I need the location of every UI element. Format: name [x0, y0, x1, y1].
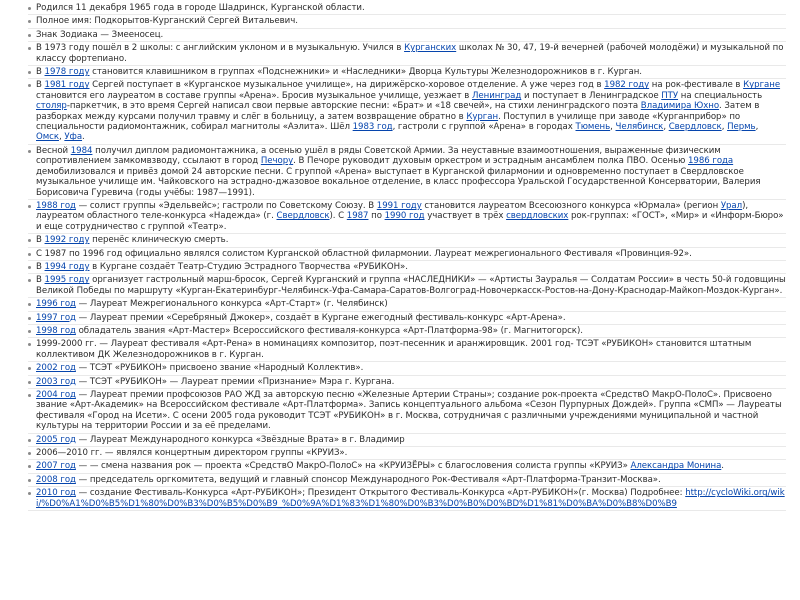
inline-link[interactable]: Омск: [36, 132, 59, 143]
inline-link[interactable]: 1982 году: [604, 80, 650, 91]
list-item: [28, 15, 786, 28]
inline-link[interactable]: 1991 году: [376, 200, 422, 211]
list-item: [28, 79, 786, 144]
inline-link[interactable]: 2002 год: [36, 363, 76, 374]
item-text: рок-группах: «ГОСТ», «Мир» и «Информ-Бюро» и еще сотрудничество с группой «Театр».: [36, 211, 784, 232]
inline-link[interactable]: 1986 года: [688, 156, 734, 167]
inline-link[interactable]: 2005 год: [36, 434, 76, 445]
item-text: становится его лауреатом в составе группы «Арена». Бросив музыкальное училище, уезжает в: [36, 90, 472, 101]
item-text: ). С: [329, 211, 347, 222]
item-text: ,: [755, 122, 759, 133]
list-item: [28, 487, 786, 511]
item-text: . Затем в разборках между курсами получил травму и слёг в больницу, а затем возвращение обратно в: [36, 101, 760, 122]
item-text: , гастроли с группой «Арена» в городах: [392, 122, 576, 133]
list-item: [28, 298, 786, 311]
item-text: участвует в трёх: [424, 211, 507, 222]
item-text: на рок-фестивале в: [649, 80, 744, 91]
item-text: В: [36, 80, 45, 91]
item-text: 1999-2000 гг. — Лауреат фестиваля «Арт-Рена» в номинациях композитор, поэт-песенник и аранжировщик. 2001 год- ТСЭТ «РУБИКОН» становится штатным коллективом ДК Железнодорожников в г. Курган.: [36, 339, 752, 360]
list-item: [28, 312, 786, 325]
item-text: ,: [721, 122, 728, 133]
list-item: [28, 261, 786, 274]
item-text: Весной: [36, 145, 71, 156]
item-text: — Лауреат премии «Серебряный Джокер», создаёт в Кургане ежегодный фестиваль-конкурс «Арт-Арена».: [75, 312, 566, 323]
item-text: — создание Фестиваль-Конкурса «Арт-РУБИКОН»; Президент Открытого Фестиваль-Конкурса «Арт-РУБИКОН»(г. Москва) Подробнее:: [75, 488, 686, 499]
item-text: В 1973 году пошёл в 2 школы: с английским уклоном и в музыкальную. Учился в: [36, 43, 405, 54]
item-text: становится лауреатом Всесоюзного конкурса «Юрмала» (регион: [421, 200, 721, 211]
list-item: [28, 200, 786, 234]
item-text: С 1987 по 1996 год официально являлся солистом Курганской областной филармонии. Лауреат межрегионального Фестиваля «Провинция-92».: [36, 248, 692, 259]
item-text: и поступает в Ленинградское: [521, 90, 662, 101]
inline-link[interactable]: 2003 год: [36, 376, 76, 387]
list-item: [28, 376, 786, 389]
inline-link[interactable]: 2008 год: [36, 474, 76, 485]
item-text: — Лауреат Международного конкурса «Звёздные Врата» в г. Владимир: [75, 434, 405, 445]
inline-link[interactable]: Курганских: [404, 43, 457, 54]
inline-link[interactable]: Пермь: [727, 122, 756, 133]
item-text: получил диплом радиомонтажника, а осенью ушёл в ряды Советской Армии. За неуставные взаимоотношения, выраженные физическим сопротивлением замкомвзводу, ссылают в город: [36, 145, 721, 167]
inline-link[interactable]: Тюмень: [575, 122, 611, 133]
inline-link[interactable]: Урал: [720, 200, 743, 211]
item-text: — председатель оргкомитета, ведущий и главный спонсор Международного Рок-Фестиваля «Арт-Платформа-Транзит-Москва».: [75, 474, 661, 485]
inline-link[interactable]: 1990 год: [384, 211, 425, 222]
inline-link[interactable]: свердловских: [506, 211, 569, 222]
inline-link[interactable]: Уфа: [64, 132, 83, 143]
item-text: .: [82, 132, 85, 143]
inline-link[interactable]: Кургане: [743, 80, 781, 91]
item-text: — солист группы «Эдельвейс»; гастроли по Советскому Союзу. В: [75, 200, 377, 211]
inline-link[interactable]: 1998 год: [36, 325, 76, 336]
item-text: В: [36, 275, 45, 286]
item-text: — ТСЭТ «РУБИКОН» — Лауреат премии «Признание» Мэра г. Кургана.: [75, 376, 395, 387]
inline-link[interactable]: Владимира Юхно: [640, 101, 720, 112]
inline-link[interactable]: ПТУ: [661, 90, 679, 101]
list-item: [28, 66, 786, 79]
list-item: [28, 474, 786, 487]
list-item: [28, 434, 786, 447]
item-text: . Поступил в училище при заводе «Курганприбор» по специальности радиомонтажник, собирал магнитолы «Аэлита». Шёл: [36, 111, 741, 133]
list-item: [28, 338, 786, 362]
inline-link[interactable]: Свердловск: [276, 211, 330, 222]
inline-link[interactable]: 2004 год: [36, 390, 76, 400]
inline-link[interactable]: 1981 году: [44, 80, 90, 91]
item-text: Родился 11 декабря 1965 года в городе Шадринск, Курганской области.: [36, 3, 365, 13]
inline-link[interactable]: Челябинск: [615, 122, 664, 133]
item-text: В: [36, 261, 45, 272]
inline-link[interactable]: Свердловск: [668, 122, 722, 133]
item-text: — Лауреат премии профсоюзов РАО ЖД за авторскую песню «Железные Артерии Страны»; создание рок-проекта «СредствО МакрО-ПолоС». Присвоено звание «Арт-Академик» на Всероссийском фестивале «Арт-Платформа». Запись концептуального альбома «Сезон Пурпурных Дождей». Группа «СМП» — Лауреаты фестиваля «Город на Исети». С осени 2005 года руководит ТСЭТ «РУБИКОН» в г. Москва, сотрудничая с различными учреждениями муниципальной и частной культуры на территории России и за её пределами.: [36, 390, 782, 432]
item-text: Знак Зодиака — Змееносец.: [36, 29, 164, 40]
inline-link[interactable]: 1988 год: [36, 200, 76, 211]
inline-link[interactable]: 2007 год: [36, 461, 76, 472]
inline-link[interactable]: Курган: [466, 111, 499, 122]
inline-link[interactable]: 1995 году: [44, 275, 90, 286]
inline-link[interactable]: Печору: [260, 156, 294, 167]
item-text: обладатель звания «Арт-Мастер» Всероссийского фестиваля-конкурса «Арт-Платформа-98» (г. Магнитогорск).: [75, 325, 583, 336]
inline-link[interactable]: 1994 году: [44, 261, 90, 272]
list-item: [28, 234, 786, 247]
inline-link[interactable]: 2010 год: [36, 488, 76, 499]
list-item: [28, 325, 786, 338]
inline-link[interactable]: 1997 год: [36, 312, 76, 323]
item-text: школах № 30, 47, 19-й вечерней (рабочей молодёжи) и музыкальной по классу фортепиано.: [36, 43, 784, 64]
item-text: на специальность: [678, 90, 763, 101]
item-text: по: [368, 211, 385, 222]
inline-link[interactable]: 1987: [346, 211, 369, 222]
list-item: [28, 2, 786, 15]
list-item: [28, 460, 786, 473]
item-text: — — смена названия рок — проекта «СредствО МакрО-ПолоС» на «КРУИЗЁРЫ» с благословения солиста группы «КРУИЗ»: [75, 461, 631, 472]
inline-link[interactable]: 1992 году: [44, 235, 90, 246]
item-text: Полное имя: Подкорытов-Курганский Сергей Витальевич.: [36, 16, 298, 27]
list-item: [28, 248, 786, 261]
item-text: В: [36, 235, 45, 246]
item-text: 2006—2010 гг. — являлся концертным директором группы «КРУИЗ».: [36, 448, 348, 459]
item-text: ,: [58, 132, 65, 143]
item-text: — Лауреат Межрегионального конкурса «Арт-Старт» (г. Челябинск): [75, 299, 388, 310]
inline-link[interactable]: столяр: [36, 101, 67, 112]
item-text: ), лауреатом областного теле-конкурса «Надежда» (г.: [36, 200, 749, 222]
list-item: [28, 145, 786, 200]
item-text: перенёс клиническую смерть.: [89, 235, 229, 246]
item-text: — ТСЭТ «РУБИКОН» присвоено звание «Народный Коллектив».: [75, 363, 364, 374]
item-text: В: [36, 67, 45, 78]
inline-link[interactable]: Александра Монина: [630, 461, 722, 472]
list-item: [28, 274, 786, 298]
list-item: [28, 29, 786, 42]
inline-link[interactable]: 1996 год: [36, 299, 76, 310]
item-text: демобилизовался и привёз домой 24 авторские песни. С группой «Арена» выступает в Курганской филармонии и одновременно поступает в Свердловское музыкальное училище им. Чайковского на эстрадно-джазовое вокальное отделение, в класс профессора Уральской Государственной Консерватории, Валерия Борисовича Гуревича (годы учёбы: 1987—1991).: [36, 166, 761, 198]
item-text: ,: [610, 122, 616, 133]
biography-list: [28, 2, 786, 511]
item-text: становится клавишником в группах «Подснежники» и «Наследники» Дворца Культуры Железнодорожников в г. Курган.: [89, 67, 642, 78]
list-item: [28, 42, 786, 66]
inline-link[interactable]: 1978 году: [44, 67, 90, 78]
list-item: [28, 362, 786, 375]
inline-link[interactable]: 1984: [70, 145, 93, 156]
list-item: [28, 389, 786, 434]
item-text: -паркетчик, в это время Сергей написал свои первые авторские песни: «Брат» и «18 свечей», на стихи ленинградского поэта: [66, 101, 641, 112]
inline-link[interactable]: http://cycloWiki.org/wiki/%D0%A1%D0%B5%D1%80%D0%B3%D0%B5%D0%B9_%D0%9A%D1%83%D1%80%D0%B3%D0%B0%D0%BD%D1%81%D0%BA%D0%B8%D0%B9: [36, 488, 785, 509]
item-text: . В Печоре руководит духовым оркестром и эстрадным ансамблем полка ПВО. Осенью: [293, 156, 688, 167]
inline-link[interactable]: 1983 год: [352, 122, 393, 133]
item-text: организует гастрольный марш-бросок, Сергей Курганский и группа «НАСЛЕДНИКИ» — «Артисты Зауралья — Солдатам России» в честь 50-й годовщины Великой Победы по маршруту «Курган-Екатеринбург-Челябинск-Уфа-Самара-Саратов-Волгоград-Новочеркасск-Ростов-на-Дону-Краснодар-Майкоп-Моздок-Курган».: [36, 275, 786, 296]
item-text: Сергей поступает в «Курганское музыкальное училище», на дирижёрско-хоровое отделение. А уже через год в: [89, 80, 605, 91]
item-text: в Кургане создаёт Театр-Студию Эстрадного Творчества «РУБИКОН».: [89, 261, 408, 272]
item-text: .: [721, 461, 724, 472]
inline-link[interactable]: Ленинград: [471, 90, 522, 101]
list-item: [28, 447, 786, 460]
item-text: ,: [663, 122, 669, 133]
